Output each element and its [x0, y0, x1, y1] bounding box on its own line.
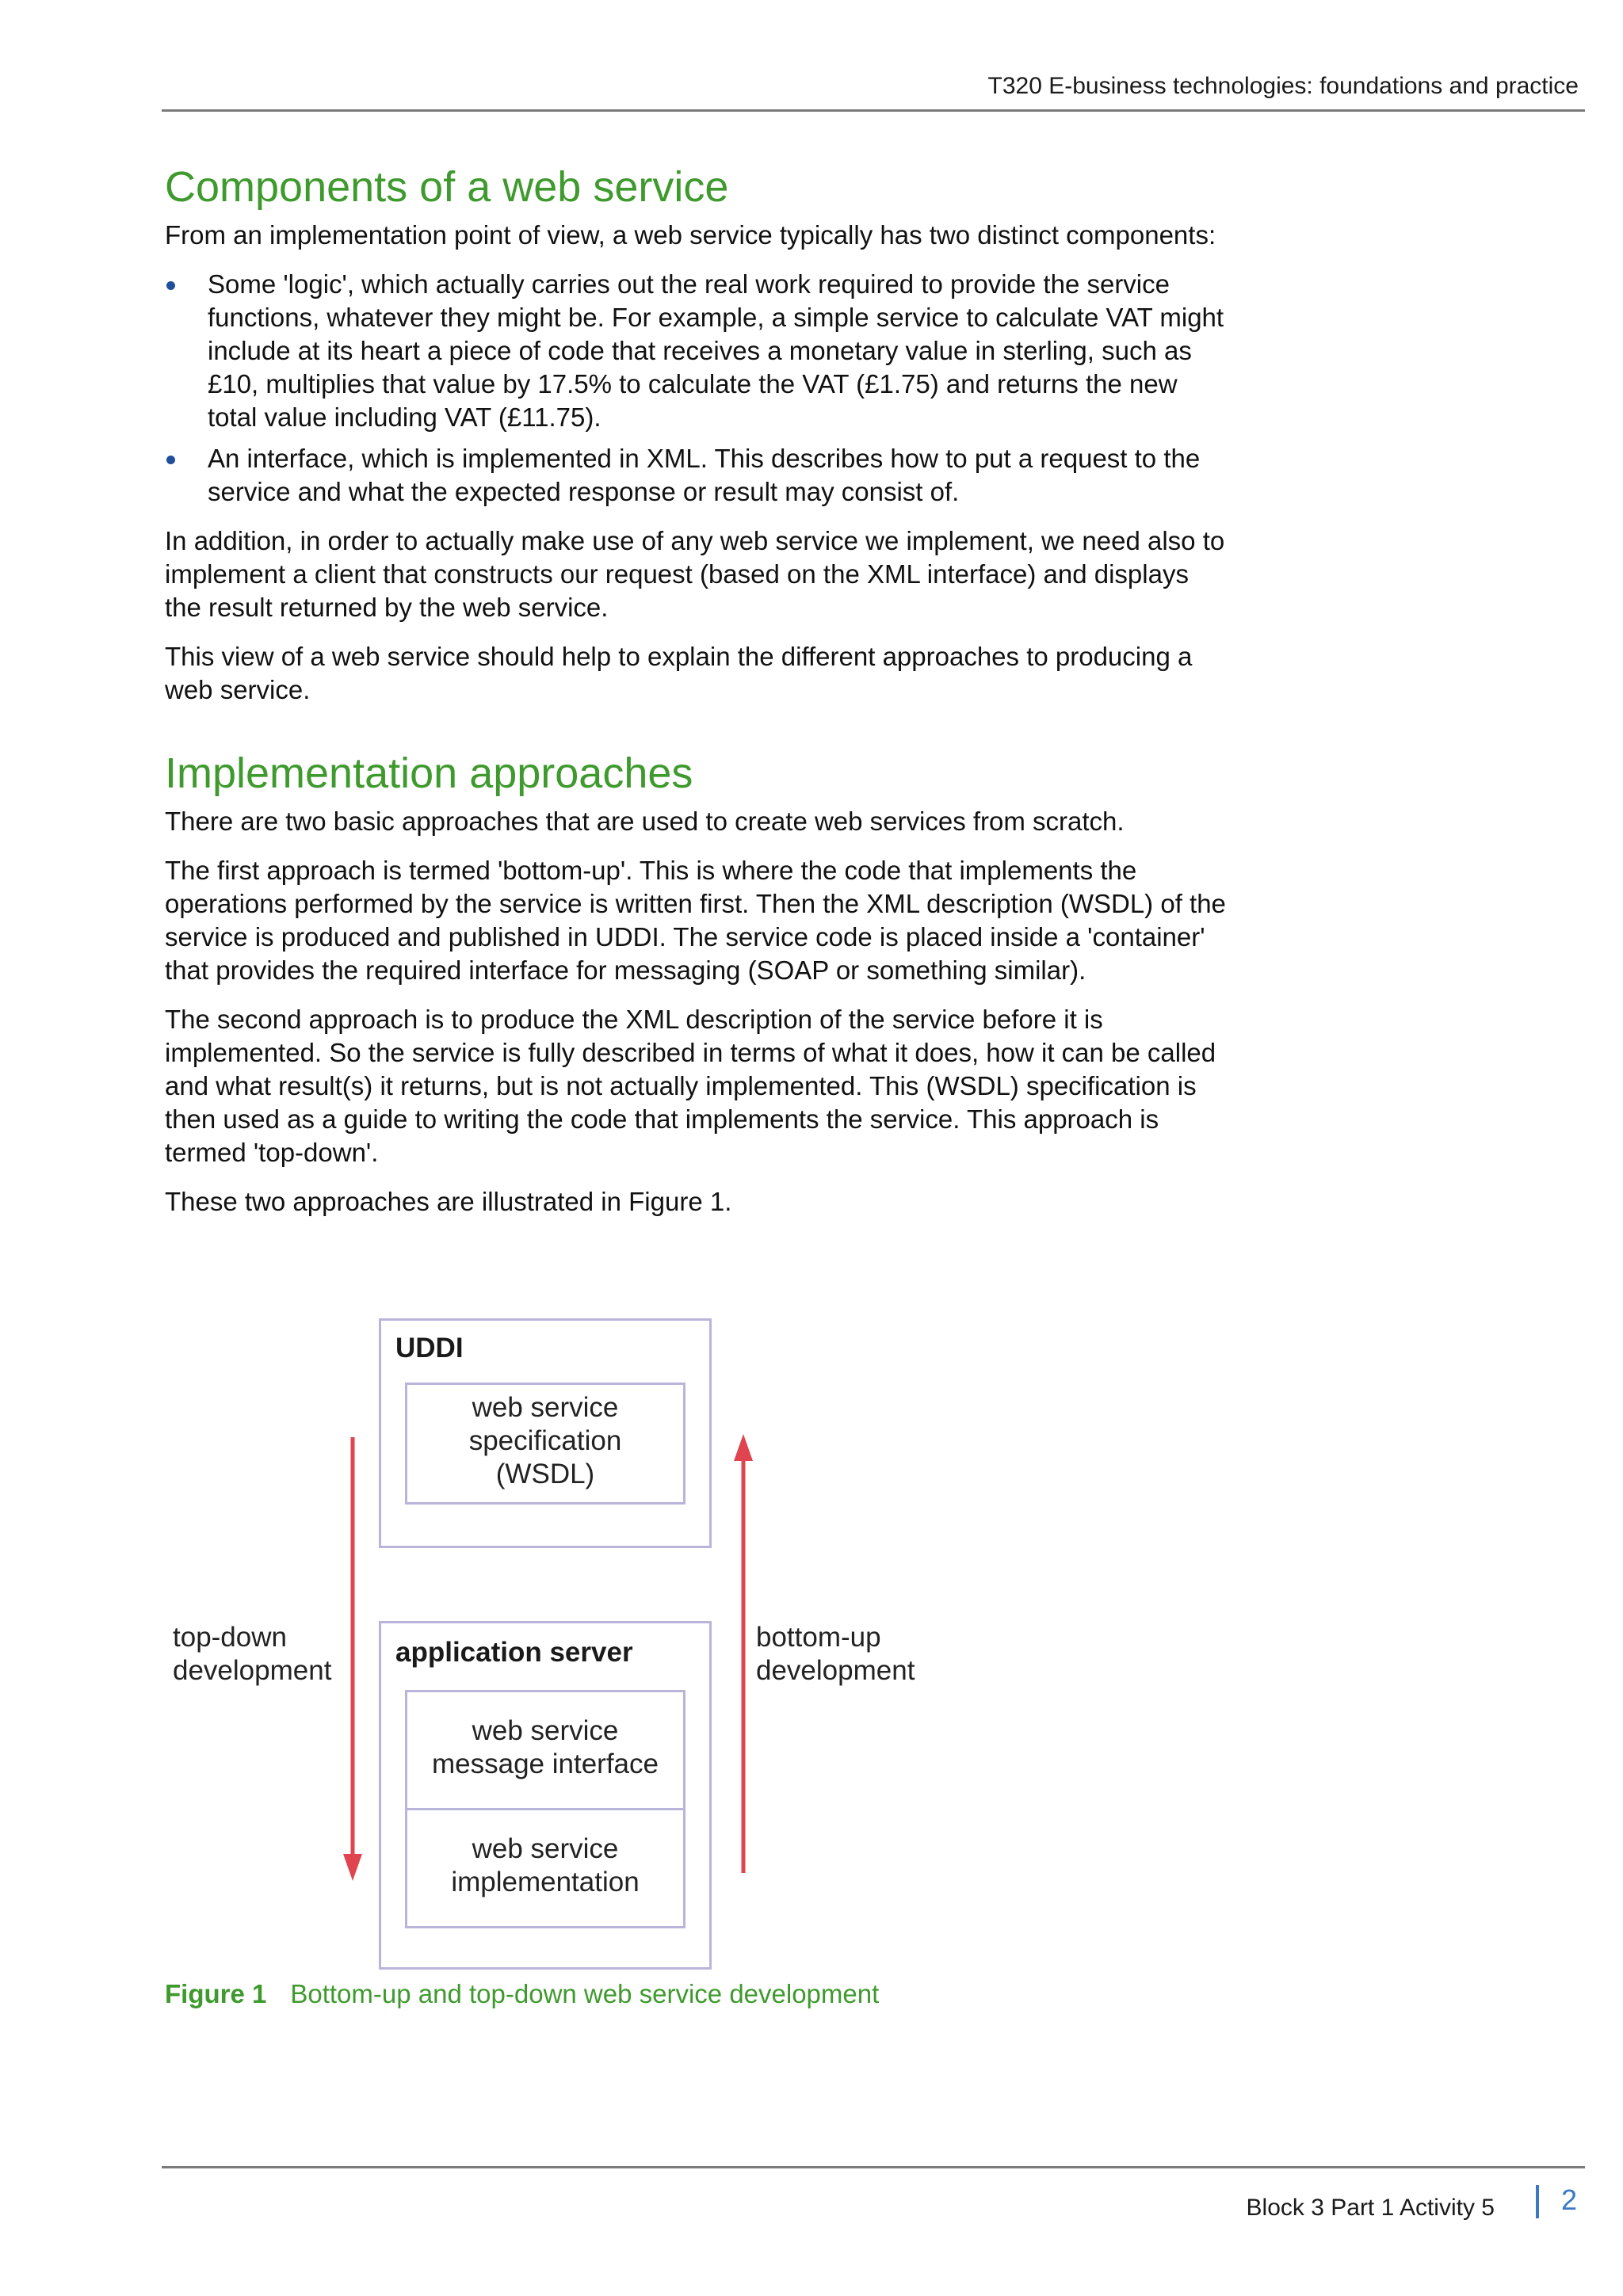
list-item: [165, 268, 1227, 434]
message-interface-line-2: message interface: [432, 1749, 659, 1779]
uddi-label: UDDI: [395, 1333, 464, 1363]
application-server-box: [379, 1621, 712, 1970]
figure-caption: [165, 1978, 879, 2011]
list-item-text: An interface, which is implemented in XML. This describes how to put a request to the service and what the expected response or result may consist of.: [208, 444, 1201, 506]
figure-caption-number: Figure 1: [165, 1979, 267, 2008]
main-content: [165, 163, 1227, 1234]
bullet-icon: [166, 281, 175, 290]
wsdl-line-1: web service: [472, 1392, 619, 1423]
components-paragraph-client: In addition, in order to actually make use of any web service we implement, we need also to implement a client that constructs our request (based on the XML interface) and displays the result returned by the web service.: [165, 526, 1225, 622]
header-rule: [162, 109, 1585, 112]
figure-caption-text: Bottom-up and top-down web service development: [290, 1979, 880, 2008]
implementation-paragraph-intro: There are two basic approaches that are used to create web services from scratch.: [165, 807, 1125, 836]
page-number: 2: [1561, 2183, 1578, 2216]
top-down-line-1: top-down: [173, 1622, 287, 1653]
footer-reference: Block 3 Part 1 Activity 5: [1246, 2195, 1495, 2221]
running-header: T320 E-business technologies: foundations and practice: [987, 73, 1579, 99]
components-intro: From an implementation point of view, a web service typically has two distinct components:: [165, 220, 1216, 250]
wsdl-line-2: specification: [468, 1425, 622, 1456]
wsdl-box: [405, 1383, 685, 1505]
top-down-line-2: development: [173, 1655, 332, 1686]
message-interface-line-1: web service: [472, 1715, 619, 1746]
implementation-paragraph-top-down: The second approach is to produce the XML description of the service before it is implemented. So the service is fully described in terms of what it does, how it can be called and what result(s) it returns, but is not actually implemented. This (WSDL) specification is then used as a guide to writing the code that implements the service. This approach is termed 'top-down'.: [165, 1005, 1216, 1167]
implementation-box: [405, 1808, 685, 1928]
list-item-text: Some 'logic', which actually carries out the real work required to provide the service functions, whatever they might be. For example, a simple service to calculate VAT might include at its heart a piece of code that receives a monetary value in sterling, such as £10, multiplies that value by 17.5% to calculate the VAT (£1.75) and returns the new total value including VAT (£11.75).: [208, 269, 1224, 432]
list-item: [165, 442, 1227, 509]
message-interface-box: [405, 1690, 685, 1810]
components-paragraph-view: This view of a web service should help to explain the different approaches to producing a web service.: [165, 642, 1193, 704]
implementation-paragraph-bottom-up: The first approach is termed 'bottom-up'. This is where the code that implements the operations performed by the service is written first. Then the XML description (WSDL) of the service is produced and published in UDDI. The service code is placed inside a 'container' that provides the required interface for messaging (SOAP or something similar).: [165, 856, 1226, 985]
implementation-line-2: implementation: [451, 1867, 640, 1897]
top-down-arrow-icon: [333, 1434, 372, 1886]
implementation-paragraph-figure-ref: These two approaches are illustrated in Figure 1.: [165, 1187, 732, 1216]
bottom-up-line-2: development: [756, 1655, 915, 1686]
bullet-icon: [166, 456, 175, 464]
implementation-text: [407, 1833, 683, 1899]
application-server-label: application server: [395, 1637, 633, 1668]
bottom-up-line-1: bottom-up: [756, 1622, 881, 1653]
section-heading-components: Components of a web service: [165, 163, 729, 211]
footer-divider: [1536, 2185, 1539, 2218]
bottom-up-arrow-icon: [724, 1432, 763, 1876]
section-heading-implementation: Implementation approaches: [165, 749, 693, 797]
components-list: [165, 268, 1227, 509]
footer-rule: [162, 2166, 1585, 2168]
wsdl-line-3: (WSDL): [495, 1459, 595, 1489]
wsdl-text: [407, 1391, 683, 1491]
message-interface-text: [407, 1714, 683, 1781]
bottom-up-label: [756, 1621, 962, 1688]
uddi-box: [379, 1318, 712, 1548]
implementation-line-1: web service: [472, 1833, 619, 1864]
